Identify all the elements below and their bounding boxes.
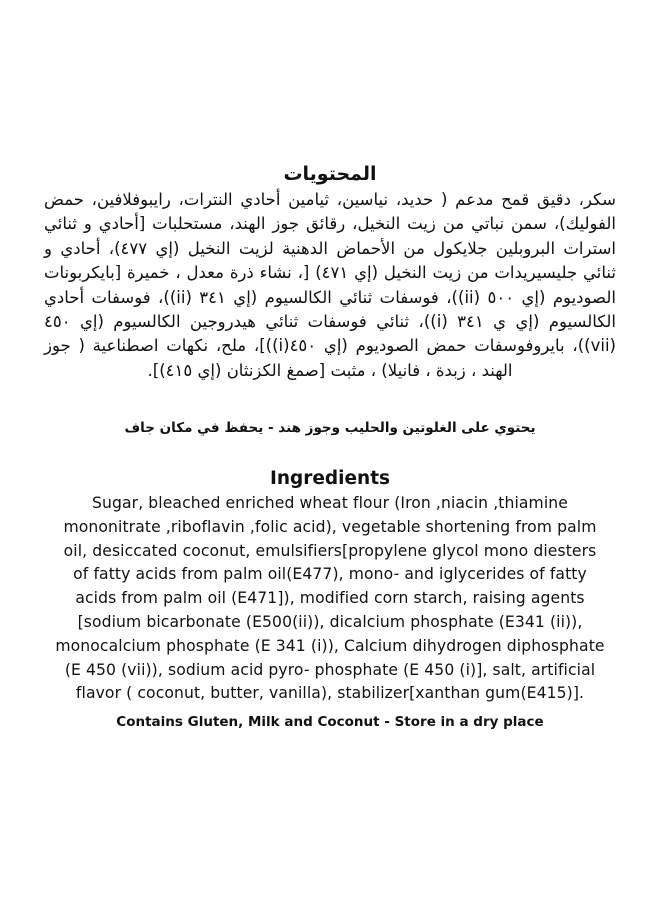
english-ingredients-text: [40, 492, 620, 706]
ingredients-line: of fatty acids from palm oil(E477), mono- and iglycerides of fatty: [73, 565, 587, 584]
ingredients-line: mononitrate ,riboflavin ,folic acid), vegetable shortening from palm: [63, 517, 597, 536]
ingredients-line: acids from palm oil (E471]), modified corn starch, raising agents: [75, 589, 585, 608]
arabic-ingredients-title: المحتويات: [283, 163, 377, 185]
ingredients-line: flavor ( coconut, butter, vanilla), stabilizer[xanthan gum(E415)].: [75, 684, 585, 703]
english-ingredients-title: Ingredients: [269, 468, 391, 489]
english-storage-note: Contains Gluten, Milk and Coconut - Store in a dry place: [116, 714, 544, 730]
ingredients-line: [sodium bicarbonate (E500(ii)), dicalcium phosphate (E341 (ii)),: [77, 612, 583, 631]
ingredients-line: monocalcium phosphate (E 341 (i)), Calcium dihydrogen diphosphate: [55, 636, 605, 655]
arabic-storage-note: يحتوي على الغلوتين والحليب وجوز هند - يحفظ في مكان جاف: [124, 420, 536, 436]
ingredients-line: Sugar, bleached enriched wheat flour (Iron ,niacin ,thiamine: [92, 494, 568, 512]
ingredients-line: (E 450 (vii)), sodium acid pyro- phosphate (E 450 (i)], salt, artificial: [64, 660, 596, 679]
ingredients-line: oil, desiccated coconut, emulsifiers[propylene glycol mono diesters: [63, 541, 597, 560]
arabic-ingredients-text: سكر، دقيق قمح مدعم ( حديد، نياسين، ثيامين أحادي النترات، رايبوفلافين، حمض الفوليك)، سمن نباتي من زيت النخيل، رقائق جوز الهند، مستحلبات [أحادي و ثنائي استرات البروبلين جلايكول من الأحماض الدهنية لزيت النخيل (إي ٤٧٧)، أحادي و ثنائي جليسيريدات من زيت النخيل (إي ٤٧١) [، نشاء ذرة معدل ، خميرة [بايكربونات الصوديوم (إي ٥٠٠ (ii))، فوسفات ثنائي الكالسيوم (إي ٣٤١ (ii))، فوسفات أحادي الكالسيوم (إي ي ٣٤١ (i))، ثنائي فوسفات ثنائي هيدروجين الكالسيوم (إي ٤٥٠ (vii))، بايروفوسفات حمض الصوديوم (إي ٤٥٠(i))]، ملح، نكهات اصطناعية ( جوز الهند ، زبدة ، فانيلا) ، مثبت [صمغ الكزنثان (إي ٤١٥)].: [44, 190, 617, 380]
